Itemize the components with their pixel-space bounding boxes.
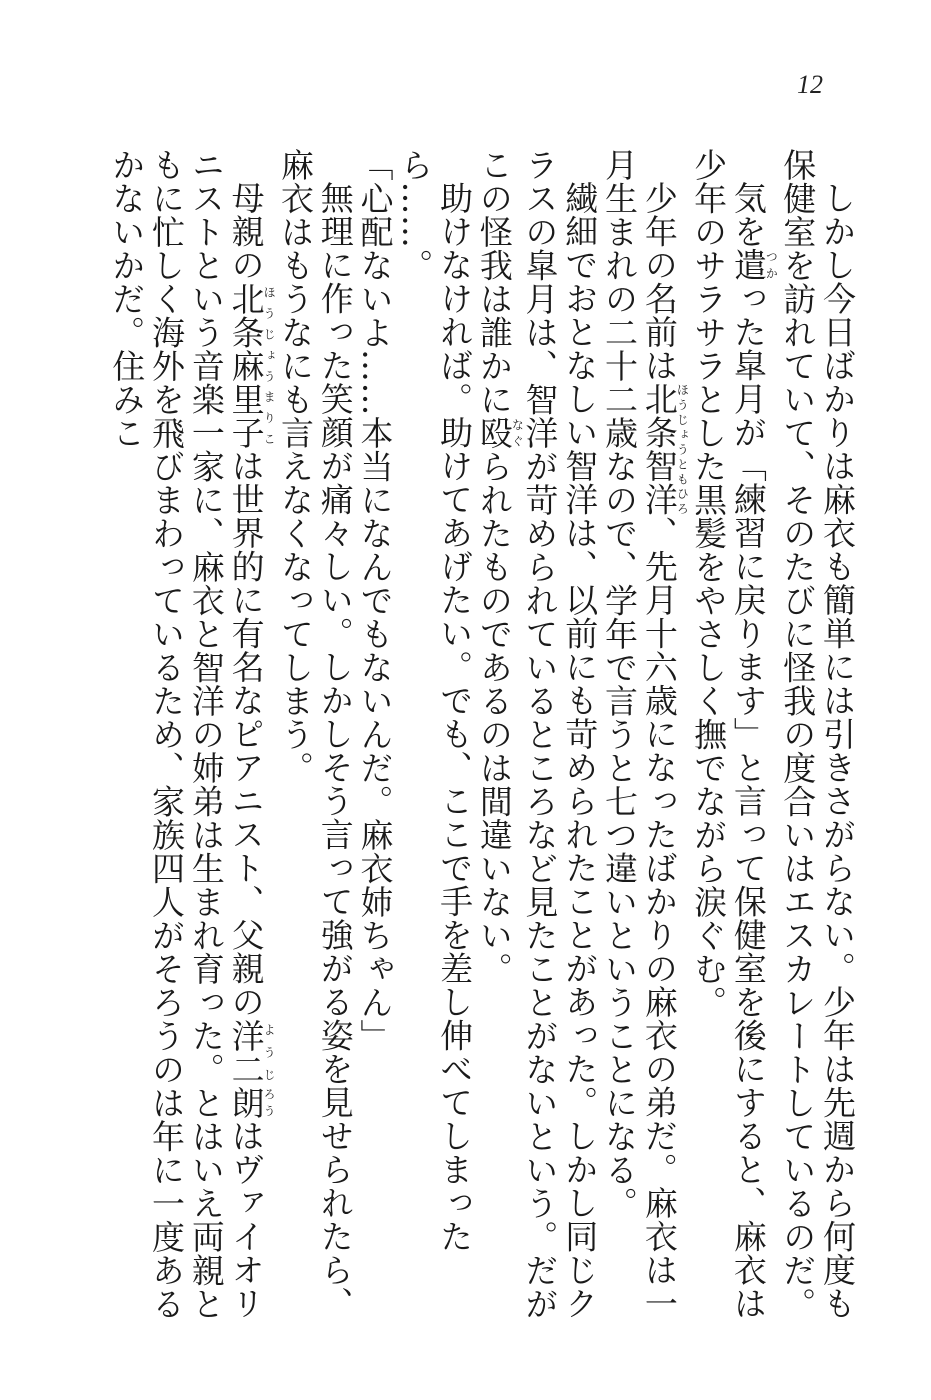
text-run: られたものであるのは間違いない。 — [474, 449, 514, 986]
paragraph — [106, 148, 275, 1348]
paragraph — [395, 148, 475, 1348]
text-run: 無理に作った笑顔が痛々しい。しかしそう言って強がる姿を見せられたら、麻衣はもうなにも言えなくなってしまう。 — [275, 148, 355, 1320]
ruby-reading: ろう — [262, 1085, 277, 1119]
ruby-annotation — [474, 416, 525, 450]
text-run: 母親の — [226, 181, 266, 282]
ruby-annotation — [639, 382, 690, 516]
text-run: 「心配ないよ……本当になんでもないんだ。麻衣姉ちゃん」 — [355, 148, 395, 1053]
paragraph — [275, 148, 355, 1348]
ruby-reading: ようじ — [262, 1018, 277, 1086]
ruby-base: 北条麻里子 — [226, 281, 266, 449]
paragraph — [355, 148, 395, 1348]
text-run: しかし今日ばかりは麻衣も簡単には引きさがらない。少年は先週から何度も保健室を訪れていて、そのたびに怪我の度合いはエスカレートしているのだ。 — [778, 148, 857, 1321]
paragraph — [777, 148, 857, 1348]
ruby-base: 洋二 — [226, 1018, 266, 1086]
text-run: 少年の名前は — [639, 181, 679, 382]
text-run: はヴァイオリニストという音楽一家に、麻衣と智洋の姉弟は生まれ育った。とはいえ両親ともに忙しく海外を飛びまわっているため、家族四人がそろうのは年に一度あるかないかだ。住みこ — [107, 148, 266, 1321]
paragraph — [474, 148, 599, 1348]
text-run: 、先月十六歳になったばかりの麻衣の弟だ。麻衣は一月生まれの二十二歳なので、学年で言うと七つ違いということになる。 — [600, 148, 679, 1320]
text-run: 繊細でおとなしい智洋は、以前にも苛められたことがあった。しかし同じクラスの皐月は、智洋が苛められているところなど見たことがないという。だがこの怪我は誰かに — [474, 148, 600, 1321]
ruby-reading: つか — [764, 248, 779, 282]
ruby-base: 遣 — [728, 248, 768, 282]
paragraph — [599, 148, 688, 1348]
ruby-reading: ほうじょうともひろ — [675, 382, 690, 516]
ruby-annotation — [226, 1085, 277, 1120]
ruby-reading: ほうじょうまりこ — [262, 281, 277, 449]
text-run: は世界的に有名なピアニスト、父親の — [226, 449, 266, 1019]
ruby-base: 北条智洋 — [639, 382, 679, 516]
ruby-annotation — [226, 281, 277, 450]
text-run: 気を — [728, 181, 768, 248]
text-run: 助けなければ。助けてあげたい。でも、ここで手を差し伸べてしまったら……。 — [395, 148, 475, 1253]
paragraph — [688, 148, 777, 1348]
ruby-annotation — [226, 1018, 277, 1086]
novel-text-body — [57, 148, 857, 1348]
page-number: 12 — [797, 70, 823, 99]
ruby-base: 朗 — [226, 1085, 266, 1119]
ruby-annotation — [728, 248, 779, 282]
ruby-reading: なぐ — [510, 416, 525, 450]
text-run: った皐月が「練習に戻ります」と言って保健室を後にすると、麻衣は少年のサラサラとした黒髪をやさしく撫でながら涙ぐむ。 — [689, 148, 768, 1320]
ruby-base: 殴 — [474, 416, 514, 450]
